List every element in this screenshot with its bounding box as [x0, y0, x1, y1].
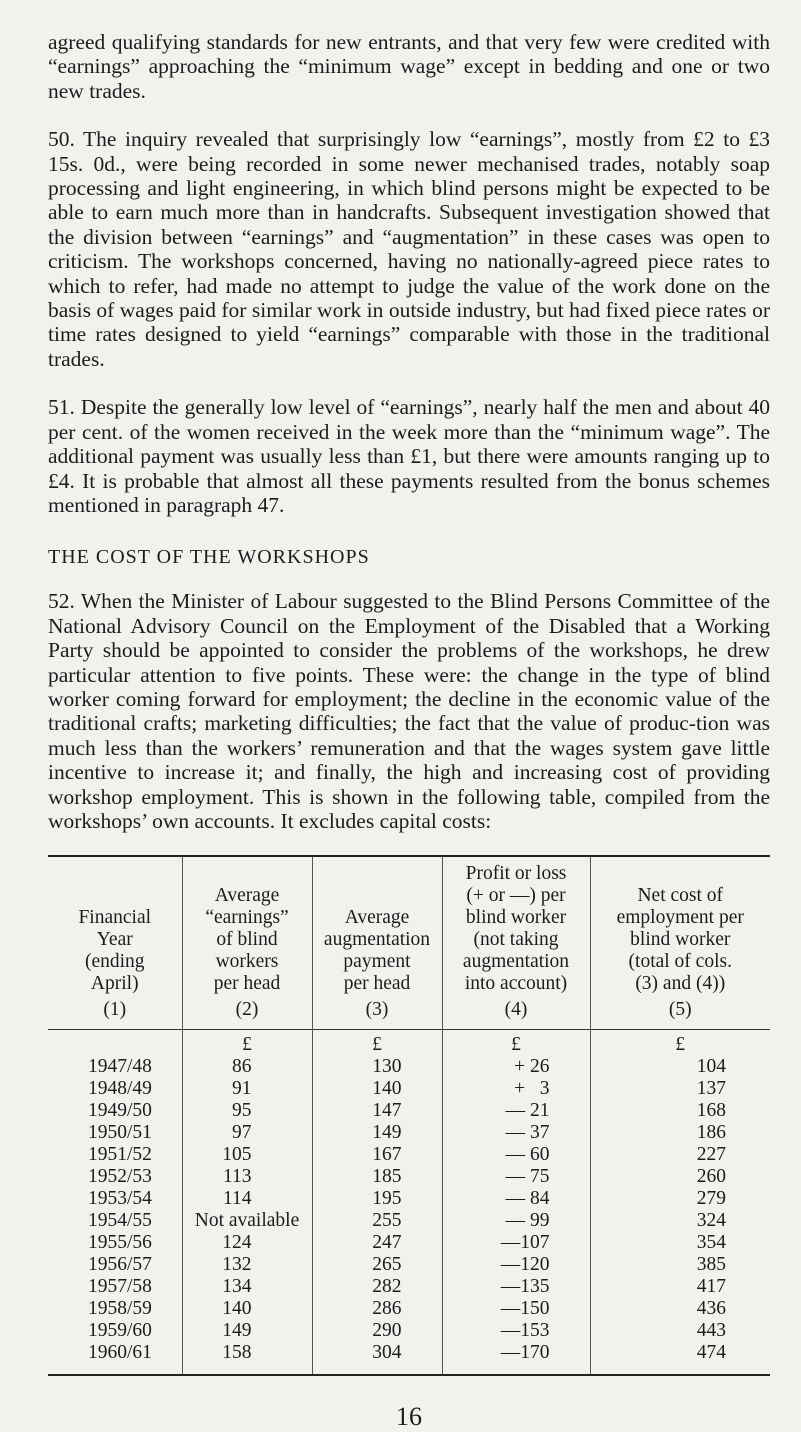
- table-row: [48, 1166, 770, 1188]
- value-cell: — 99: [442, 1210, 590, 1232]
- year-cell: 1956/57: [88, 1254, 152, 1276]
- value-cell: — 75: [442, 1166, 590, 1188]
- column-header-line: (3) and (4)): [635, 973, 726, 995]
- table-row: [48, 1056, 770, 1078]
- column-number: (4): [442, 999, 590, 1030]
- table-row: [48, 1254, 770, 1276]
- value-cell: —170: [442, 1342, 590, 1374]
- column-header-line: Profit or loss: [465, 863, 567, 885]
- value-cell: 265: [312, 1254, 442, 1276]
- column-header-5: [590, 857, 770, 999]
- year-cell: 1955/56: [88, 1232, 152, 1254]
- value-cell: 385: [590, 1254, 770, 1276]
- column-header-line: augmentation: [323, 929, 431, 951]
- value-cell: 95: [182, 1100, 312, 1122]
- value-cell: 279: [590, 1188, 770, 1210]
- column-header-line: into account): [464, 973, 568, 995]
- value-cell: 167: [312, 1144, 442, 1166]
- column-number: (2): [182, 999, 312, 1030]
- column-header-line: Net cost of: [637, 885, 724, 907]
- value-cell: 130: [312, 1056, 442, 1078]
- workshop-cost-table: [48, 857, 770, 1374]
- value-cell: 324: [590, 1210, 770, 1232]
- value-cell: —153: [442, 1320, 590, 1342]
- column-header-4: [442, 857, 590, 999]
- paragraph-50: 50. The inquiry revealed that surprisingly low “earnings”, mostly from £2 to £3 15s. 0d., were being recorded in some newer mechanised trades, notably soap processing and light engineering, in which blind persons might be expected to be able to earn much more than in handcrafts. Subsequent investigation showed that the division between “earnings” and “augmentation” in these cases was open to criticism. The workshops concerned, having no nationally-agreed piece rates to which to refer, had made no attempt to judge the value of the work done on the basis of wages paid for similar work in outside industry, but had fixed piece rates or time rates designed to yield “earnings” comparable with those in the traditional trades.: [48, 127, 770, 371]
- value-cell: 147: [312, 1100, 442, 1122]
- year-cell: 1952/53: [88, 1166, 152, 1188]
- year-cell: 1957/58: [88, 1276, 152, 1298]
- value-cell: 114: [182, 1188, 312, 1210]
- value-cell: 137: [590, 1078, 770, 1100]
- table-row: [48, 1144, 770, 1166]
- value-cell: — 21: [442, 1100, 590, 1122]
- value-cell: 134: [182, 1276, 312, 1298]
- value-cell: 354: [590, 1232, 770, 1254]
- column-header-line: (ending: [84, 951, 145, 973]
- paragraph-51: 51. Despite the generally low level of “earnings”, nearly half the men and about 40 per cent. of the women received in the week more than the “minimum wage”. The additional payment was usually less than £1, but there were amounts ranging up to £4. It is probable that almost all these payments resulted from the bonus schemes mentioned in paragraph 47.: [48, 395, 770, 517]
- unit-cell: £: [590, 1030, 770, 1056]
- value-cell: 474: [590, 1342, 770, 1374]
- column-header-line: April): [90, 973, 139, 995]
- table-row: [48, 1342, 770, 1374]
- value-cell: —107: [442, 1232, 590, 1254]
- value-cell: 304: [312, 1342, 442, 1374]
- value-cell: 132: [182, 1254, 312, 1276]
- year-cell: 1953/54: [88, 1188, 152, 1210]
- year-cell: 1948/49: [88, 1078, 152, 1100]
- column-number: (5): [590, 999, 770, 1030]
- page: [48, 30, 770, 1432]
- column-header-line: Average: [344, 907, 410, 929]
- paragraph-52: 52. When the Minister of Labour suggested to the Blind Persons Committee of the National Advisory Council on the Employment of the Disabled that a Working Party should be appointed to consider the problems of the workshops, he drew particular attention to five points. These were: the change in the type of blind worker coming forward for employment; the decline in the economic value of the traditional crafts; marketing difficulties; the fact that the value of produc-tion was much less than the workers’ remuneration and that the wages system gave little incentive to increase it; and finally, the high and increasing cost of providing workshop employment. This is shown in the following table, compiled from the workshops’ own accounts. It excludes capital costs:: [48, 589, 770, 833]
- value-cell: 185: [312, 1166, 442, 1188]
- year-cell: 1949/50: [88, 1100, 152, 1122]
- value-cell: 113: [182, 1166, 312, 1188]
- value-cell: 97: [182, 1122, 312, 1144]
- year-cell: 1950/51: [88, 1122, 152, 1144]
- value-cell: 104: [590, 1056, 770, 1078]
- value-cell: 417: [590, 1276, 770, 1298]
- year-cell: 1947/48: [88, 1056, 152, 1078]
- value-cell: 260: [590, 1166, 770, 1188]
- table-row: [48, 1298, 770, 1320]
- column-header-line: per head: [213, 973, 281, 995]
- column-header-line: Average: [214, 885, 280, 907]
- year-cell: 1960/61: [88, 1342, 152, 1364]
- value-cell: —150: [442, 1298, 590, 1320]
- value-cell: — 60: [442, 1144, 590, 1166]
- value-cell: 255: [312, 1210, 442, 1232]
- table-row: [48, 1210, 770, 1232]
- table-row: [48, 1100, 770, 1122]
- table-row: [48, 1188, 770, 1210]
- table-row: [48, 1122, 770, 1144]
- value-cell: 282: [312, 1276, 442, 1298]
- column-header-line: (+ or —) per: [466, 885, 566, 907]
- value-cell: 247: [312, 1232, 442, 1254]
- value-cell: + 26: [442, 1056, 590, 1078]
- value-cell: Not available: [182, 1210, 312, 1232]
- value-cell: 195: [312, 1188, 442, 1210]
- table-row: [48, 1276, 770, 1298]
- year-cell: 1954/55: [88, 1210, 152, 1232]
- value-cell: 86: [182, 1056, 312, 1078]
- paragraph-continuation: agreed qualifying standards for new entrants, and that very few were credited with “earnings” approaching the “minimum wage” except in bedding and one or two new trades.: [48, 30, 770, 103]
- unit-cell: £: [442, 1030, 590, 1056]
- column-header-line: Year: [96, 929, 133, 951]
- value-cell: 186: [590, 1122, 770, 1144]
- unit-cell: [48, 1030, 182, 1056]
- column-header-line: blind worker: [465, 907, 567, 929]
- value-cell: —135: [442, 1276, 590, 1298]
- value-cell: 124: [182, 1232, 312, 1254]
- year-cell: 1958/59: [88, 1298, 152, 1320]
- column-number-row: [48, 999, 770, 1030]
- value-cell: 158: [182, 1342, 312, 1374]
- table-body: [48, 1030, 770, 1374]
- units-row: [48, 1030, 770, 1056]
- value-cell: 140: [182, 1298, 312, 1320]
- table-bottom-rule: [48, 1374, 770, 1376]
- value-cell: —120: [442, 1254, 590, 1276]
- column-header-line: payment: [343, 951, 411, 973]
- column-header-line: per head: [343, 973, 411, 995]
- column-header-line: employment per: [616, 907, 744, 929]
- table-row: [48, 1078, 770, 1100]
- column-number: (1): [103, 999, 127, 1021]
- value-cell: 140: [312, 1078, 442, 1100]
- year-cell: 1951/52: [88, 1144, 152, 1166]
- column-header-line: (total of cols.: [628, 951, 732, 973]
- column-header-line: workers: [215, 951, 279, 973]
- value-cell: 436: [590, 1298, 770, 1320]
- value-cell: + 3: [442, 1078, 590, 1100]
- table-row: [48, 1232, 770, 1254]
- section-heading: THE COST OF THE WORKSHOPS: [48, 546, 370, 569]
- value-cell: 168: [590, 1100, 770, 1122]
- column-header-line: “earnings”: [205, 907, 289, 929]
- unit-cell: £: [312, 1030, 442, 1056]
- value-cell: — 84: [442, 1188, 590, 1210]
- column-header-1: [48, 857, 182, 999]
- column-header-line: blind worker: [630, 929, 731, 951]
- page-number: 16: [396, 1402, 422, 1432]
- value-cell: 227: [590, 1144, 770, 1166]
- value-cell: 149: [182, 1320, 312, 1342]
- table-row: [48, 1320, 770, 1342]
- column-header-line: of blind: [216, 929, 278, 951]
- value-cell: 443: [590, 1320, 770, 1342]
- column-header-3: [312, 857, 442, 999]
- table-header-row: [48, 857, 770, 999]
- unit-cell: £: [182, 1030, 312, 1056]
- value-cell: 286: [312, 1298, 442, 1320]
- column-header-line: (not taking: [473, 929, 559, 951]
- value-cell: 290: [312, 1320, 442, 1342]
- column-header-line: augmentation: [462, 951, 570, 973]
- year-cell: 1959/60: [88, 1320, 152, 1342]
- value-cell: 105: [182, 1144, 312, 1166]
- value-cell: — 37: [442, 1122, 590, 1144]
- column-header-line: Financial: [78, 907, 152, 929]
- column-header-2: [182, 857, 312, 999]
- value-cell: 149: [312, 1122, 442, 1144]
- column-number: (3): [312, 999, 442, 1030]
- value-cell: 91: [182, 1078, 312, 1100]
